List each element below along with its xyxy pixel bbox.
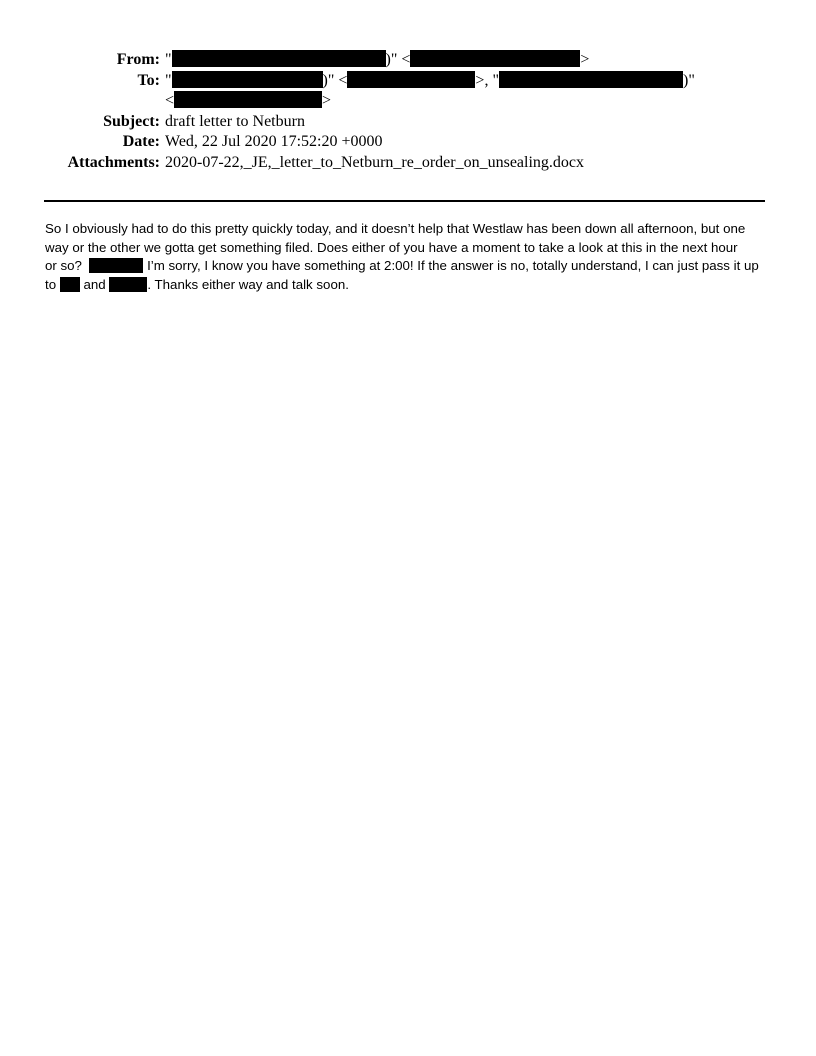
redacted-name (60, 277, 80, 292)
date-row (0, 132, 816, 153)
to-row-continued (0, 91, 816, 112)
redacted-from-email (410, 50, 580, 67)
separator: >, " (475, 71, 499, 89)
name-close: )" (682, 71, 695, 89)
from-row (0, 50, 816, 71)
body-line: way or the other we gotta get something filed. Does either of you have a moment to take a look at this in the next hour (45, 239, 738, 255)
attachments-label: Attachments: (67, 153, 160, 171)
body-text: . Thanks either way and talk soon. (147, 276, 349, 292)
body-text: I’m sorry, I know you have something at 2:00! If the answer is no, totally understand, I can just pass it up (147, 258, 759, 273)
from-label: From: (116, 51, 160, 68)
name-close: )" (385, 51, 398, 68)
redacted-to-name-1 (172, 71, 323, 88)
from-value (165, 50, 589, 71)
quote-mark: " (165, 71, 172, 89)
email-body (45, 220, 775, 294)
redacted-name (89, 258, 143, 273)
redacted-name (109, 277, 147, 292)
body-text: to (45, 276, 57, 292)
to-value-continued (165, 91, 331, 112)
angle-close: > (580, 51, 590, 68)
angle-open: < (165, 92, 175, 110)
attachments-row (0, 153, 816, 174)
body-line (45, 276, 775, 295)
angle-open: < (401, 51, 411, 68)
to-row (0, 71, 816, 92)
header-divider (44, 200, 765, 202)
subject-label: Subject: (103, 112, 160, 130)
to-value (165, 71, 695, 92)
subject-row (0, 112, 816, 133)
angle-close: > (322, 92, 332, 110)
subject-value: draft letter to Netburn (165, 112, 305, 130)
to-label: To: (137, 71, 160, 89)
body-line: So I obviously had to do this pretty quickly today, and it doesn’t help that Westlaw has been down all afternoon, but one (45, 221, 746, 236)
body-line (45, 257, 775, 276)
email-header (0, 50, 816, 174)
body-text: and (83, 276, 106, 292)
body-text: or so? (45, 258, 82, 273)
redacted-to-email-1 (347, 71, 475, 88)
name-close: )" (322, 71, 335, 89)
date-value: Wed, 22 Jul 2020 17:52:20 +0000 (165, 133, 383, 151)
date-label: Date: (122, 133, 160, 151)
redacted-to-name-2 (499, 71, 683, 88)
redacted-from-name (172, 50, 386, 67)
attachment-filename: 2020-07-22,_JE,_letter_to_Netburn_re_order_on_unsealing.docx (165, 153, 585, 171)
quote-mark: " (165, 51, 172, 68)
redacted-to-email-2 (174, 91, 322, 108)
angle-open: < (338, 71, 348, 89)
